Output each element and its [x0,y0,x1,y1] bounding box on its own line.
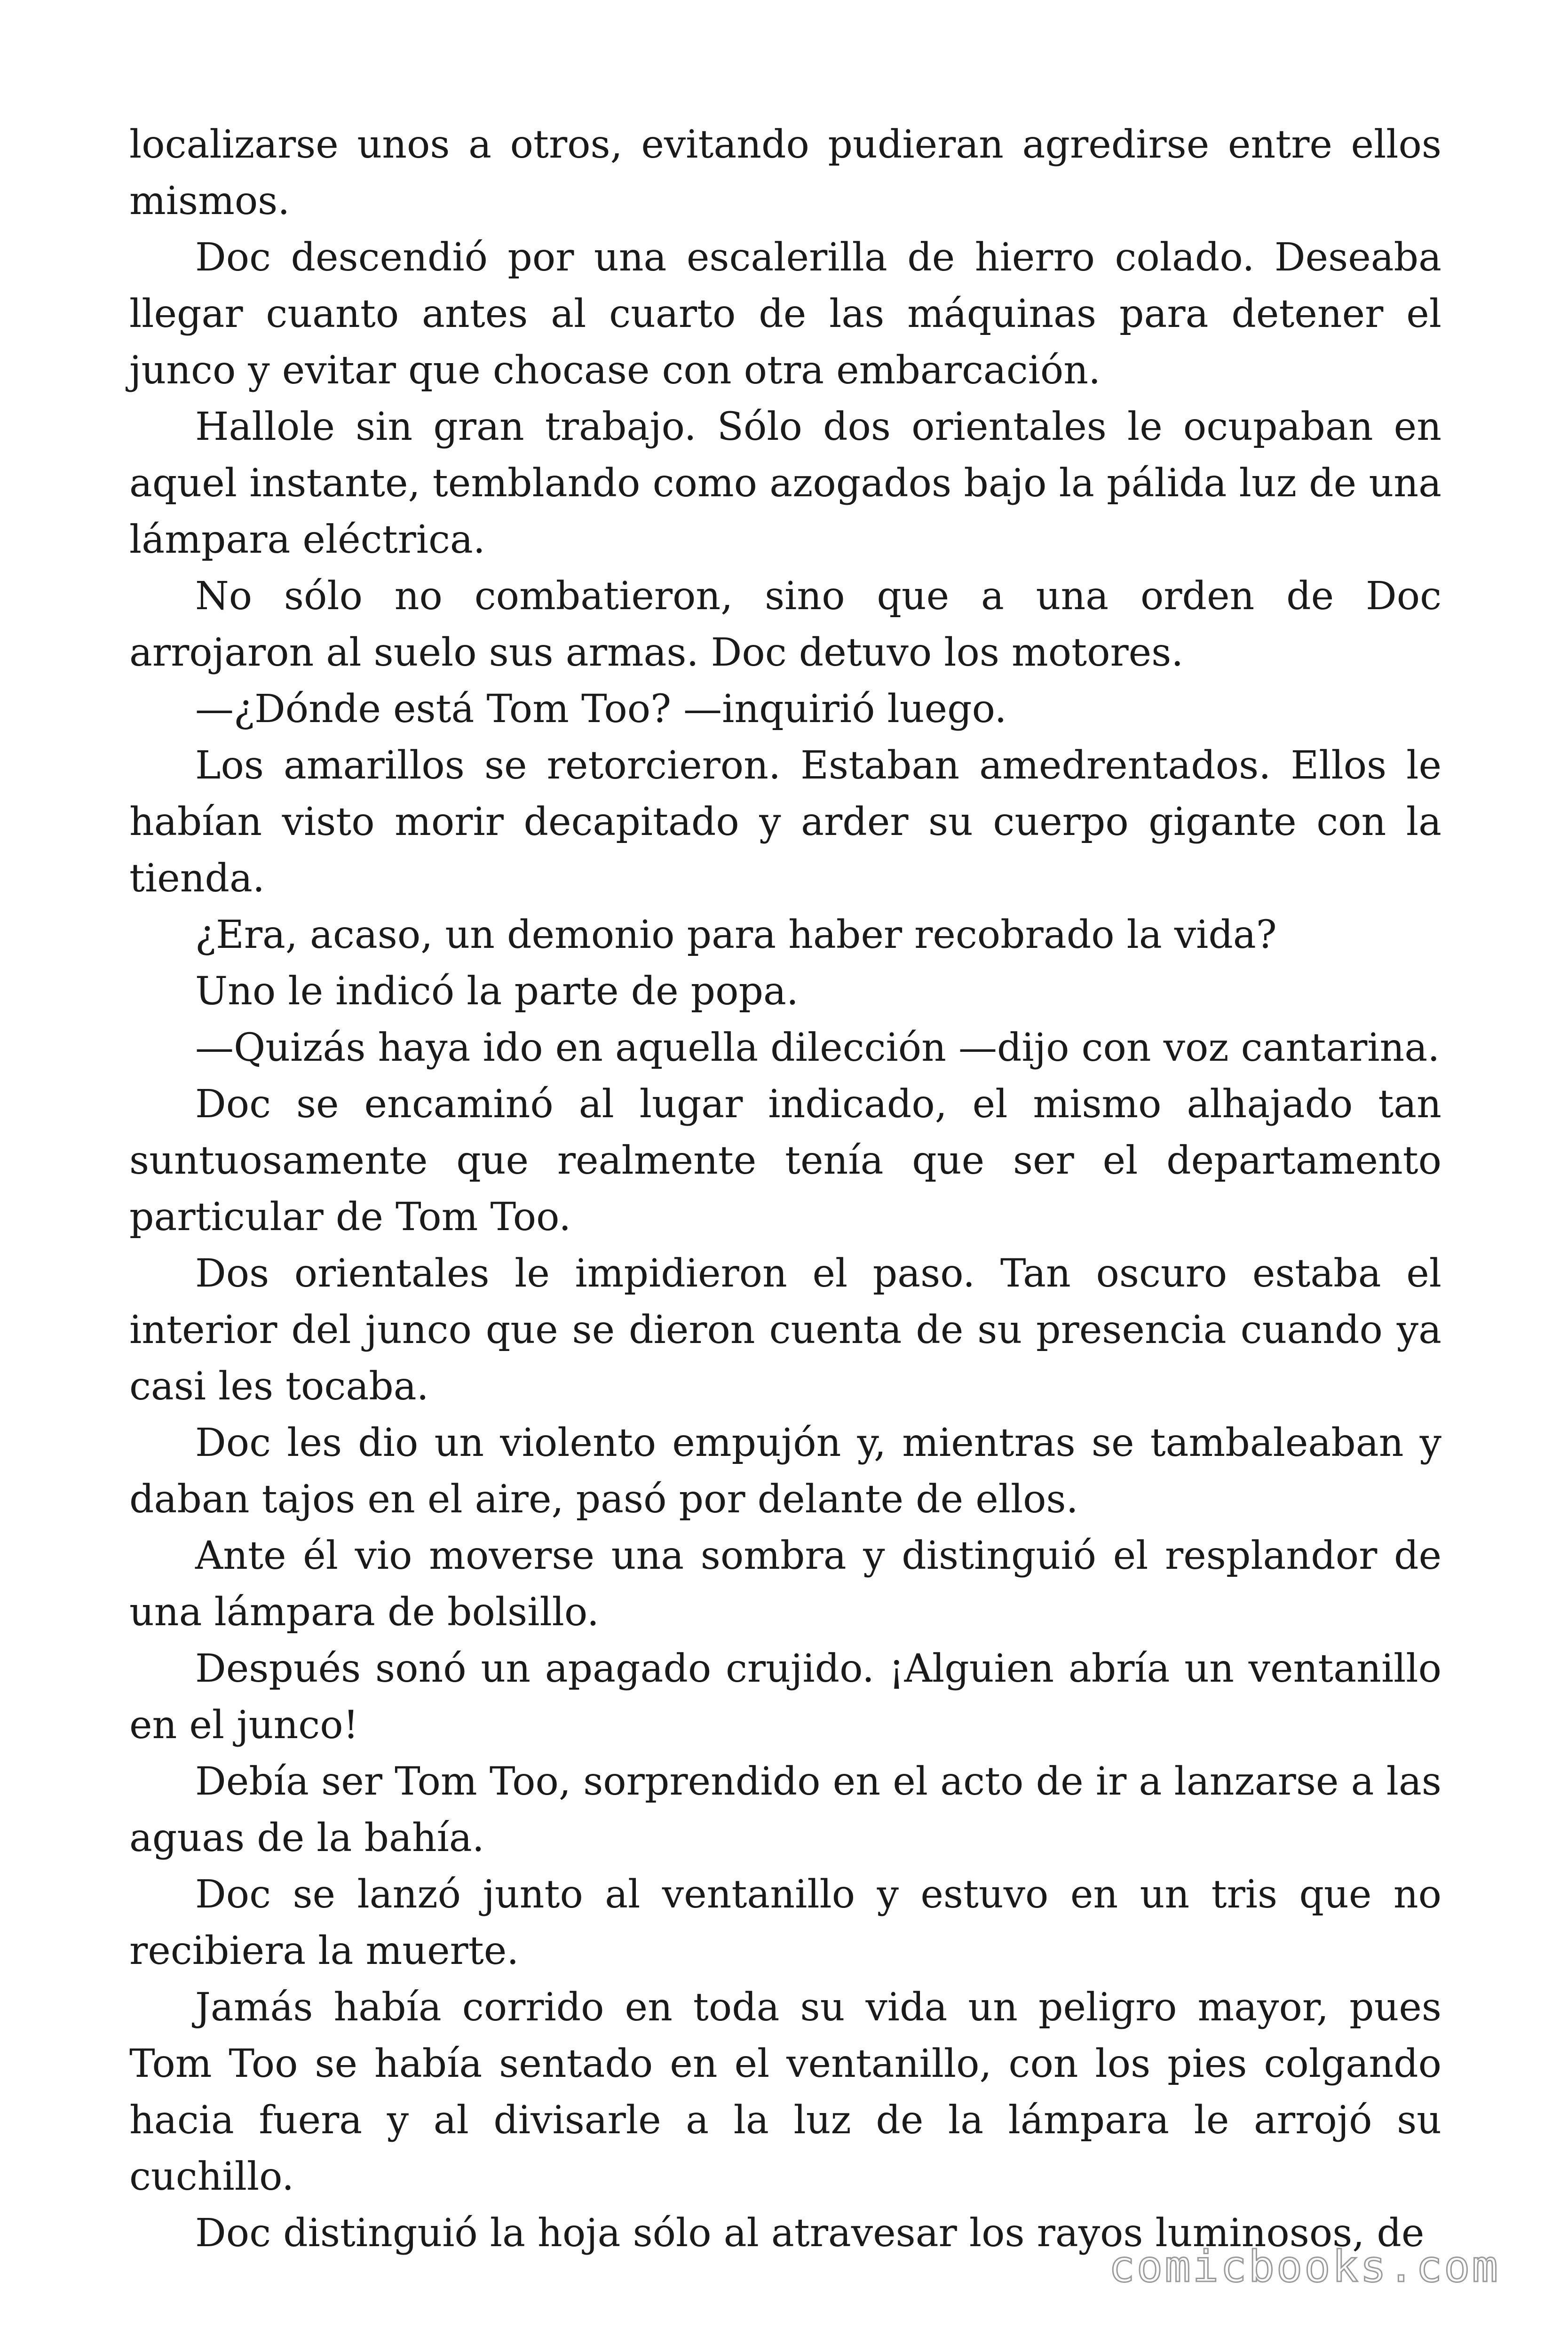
paragraph: Dos orientales le impidieron el paso. Tan oscuro estaba el interior del junco que se dieron cuenta de su presencia cuando ya casi les tocaba. [129,1251,1441,1409]
paragraph: Ante él vio moverse una sombra y distinguió el resplandor de una lámpara de bolsillo. [129,1534,1441,1635]
paragraph: Doc les dio un violento empujón y, mientras se tambaleaban y daban tajos en el aire, pasó por delante de ellos. [129,1421,1441,1522]
paragraph: Uno le indicó la parte de popa. [195,969,799,1014]
paragraph: Los amarillos se retorcieron. Estaban amedrentados. Ellos le habían visto morir decapitado y arder su cuerpo gigante con la tienda. [129,743,1441,901]
paragraph: Después sonó un apagado crujido. ¡Alguien abría un ventanillo en el junco! [129,1646,1441,1748]
body-text [129,117,1441,2262]
paragraph: Hallole sin gran trabajo. Sólo dos orientales le ocupaban en aquel instante, temblando como azogados bajo la pálida luz de una lámpara eléctrica. [129,405,1441,562]
paragraph: Debía ser Tom Too, sorprendido en el acto de ir a lanzarse a las aguas de la bahía. [129,1759,1441,1860]
paragraph: Doc descendió por una escalerilla de hierro colado. Deseaba llegar cuanto antes al cuarto de las máquinas para detener el junco y evitar que chocase con otra embarcación. [129,235,1441,393]
paragraph: Jamás había corrido en toda su vida un peligro mayor, pues Tom Too se había sentado en el ventanillo, con los pies colgando hacia fuera y al divisarle a la luz de la lámpara le arrojó su cuchillo. [129,1985,1441,2199]
paragraph: No sólo no combatieron, sino que a una orden de Doc arrojaron al suelo sus armas. Doc detuvo los motores. [129,574,1441,675]
paragraph: Doc se encaminó al lugar indicado, el mismo alhajado tan suntuosamente que realmente tenía que ser el departamento particular de Tom Too. [129,1082,1441,1240]
watermark: comicbooks.com [1109,2241,1500,2292]
paragraph: localizarse unos a otros, evitando pudieran agredirse entre ellos mismos. [129,122,1441,223]
paragraph: Doc se lanzó junto al ventanillo y estuvo en un tris que no recibiera la muerte. [129,1872,1441,1973]
paragraph: —Quizás haya ido en aquella dilección —dijo con voz cantarina. [195,1025,1440,1070]
paragraph: —¿Dónde está Tom Too? —inquirió luego. [195,687,1007,731]
paragraph: Doc distinguió la hoja sólo al atravesar los rayos luminosos, de [195,2211,1425,2256]
paragraph: ¿Era, acaso, un demonio para haber recobrado la vida? [195,913,1277,957]
